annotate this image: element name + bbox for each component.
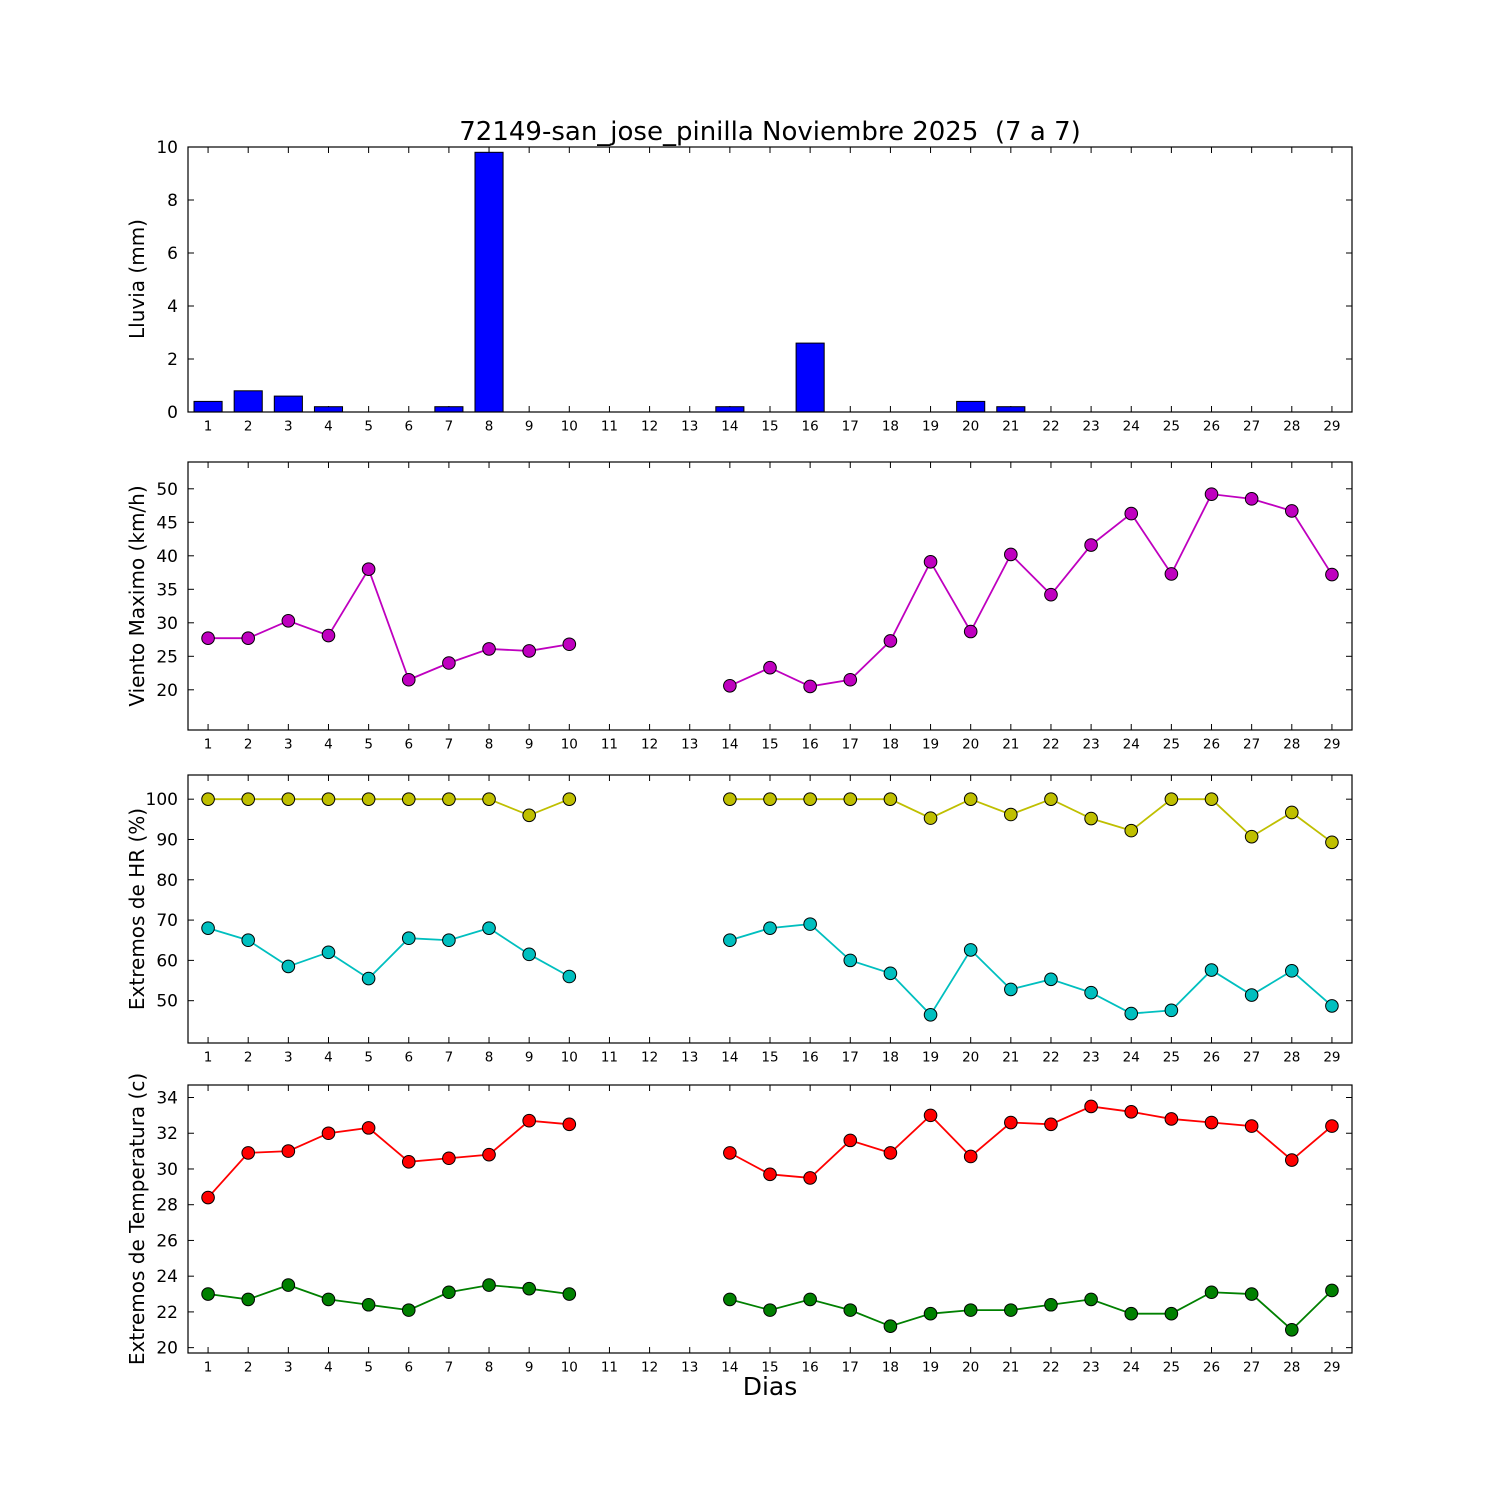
hr_maxima-marker (764, 793, 777, 806)
xtick-label: 15 (761, 736, 779, 753)
xtick-label: 15 (761, 1049, 779, 1066)
hr_minima-marker (483, 922, 496, 935)
xtick-label: 26 (1202, 418, 1221, 435)
temperatura_minima-marker (1085, 1293, 1098, 1306)
xtick-label: 1 (203, 418, 213, 435)
hr_minima-marker (764, 922, 777, 935)
temperatura_maxima-marker (724, 1147, 737, 1160)
viento_maximo-marker (1165, 568, 1178, 581)
hr_minima-marker (1205, 964, 1218, 977)
ytick-label: 50 (156, 991, 178, 1012)
xtick-label: 7 (444, 736, 454, 753)
temperatura_minima-marker (1005, 1304, 1018, 1317)
temperatura_maxima-marker (1085, 1100, 1098, 1113)
xtick-label: 13 (681, 1049, 699, 1066)
viento_maximo-marker (443, 657, 456, 670)
hr_maxima-marker (1125, 824, 1138, 837)
temperatura_minima-marker (563, 1288, 576, 1301)
xtick-label: 24 (1122, 1049, 1140, 1066)
hr_minima-marker (964, 944, 977, 957)
temperatura_minima-marker (764, 1304, 777, 1317)
xtick-label: 27 (1243, 736, 1261, 753)
hr_minima-marker (1125, 1007, 1138, 1020)
hr_maxima-marker (804, 793, 817, 806)
figure-title: 72149-san_jose_pinilla Noviembre 2025 (7 a 7) (459, 117, 1081, 147)
temperatura_minima-marker (844, 1304, 857, 1317)
hr_minima-marker (884, 967, 897, 980)
temperatura_minima-marker (443, 1286, 456, 1299)
hr_maxima-marker (1205, 793, 1218, 806)
temperatura_minima-marker (483, 1279, 496, 1292)
viento_maximo-marker (242, 632, 255, 645)
viento_maximo-marker (1285, 505, 1298, 518)
temperatura_maxima-marker (1045, 1118, 1058, 1131)
xtick-label: 16 (801, 736, 819, 753)
xtick-label: 27 (1243, 1359, 1261, 1376)
xtick-label: 11 (600, 1359, 619, 1376)
temperatura_minima-marker (1205, 1286, 1218, 1299)
xtick-label: 23 (1082, 418, 1100, 435)
temperatura_minima-marker (362, 1298, 375, 1311)
viento_maximo-marker (964, 625, 977, 638)
temperatura_maxima-marker (1125, 1106, 1138, 1119)
xtick-label: 3 (284, 1359, 293, 1376)
xtick-label: 2 (243, 1049, 253, 1066)
xtick-label: 7 (444, 1359, 454, 1376)
temperatura_maxima-marker (563, 1118, 576, 1131)
viento_maximo-marker (1245, 493, 1258, 506)
xtick-label: 20 (962, 1049, 980, 1066)
xtick-label: 25 (1162, 418, 1180, 435)
xtick-label: 2 (243, 418, 253, 435)
temperatura_minima-marker (924, 1307, 937, 1320)
hr_maxima-marker (1165, 793, 1178, 806)
lluvia-bar-day-16 (796, 343, 824, 412)
temperatura_maxima-marker (804, 1172, 817, 1185)
xtick-label: 17 (841, 1049, 859, 1066)
xtick-label: 27 (1243, 1049, 1261, 1066)
xtick-label: 5 (364, 1359, 373, 1376)
xtick-label: 29 (1323, 1049, 1341, 1066)
viento_maximo-marker (1326, 568, 1339, 581)
xtick-label: 21 (1002, 736, 1020, 753)
viento_maximo-marker (523, 645, 536, 658)
xtick-label: 8 (484, 1359, 494, 1376)
xtick-label: 17 (841, 418, 859, 435)
temperatura_minima-marker (523, 1282, 536, 1295)
temperatura_maxima-marker (924, 1109, 937, 1122)
ytick-label: 35 (156, 580, 178, 601)
xtick-label: 6 (404, 1049, 414, 1066)
xtick-label: 19 (921, 418, 940, 435)
hr_minima-marker (1285, 965, 1298, 978)
lluvia-bar-day-2 (234, 391, 262, 412)
temperatura_maxima-marker (443, 1152, 456, 1165)
xtick-label: 23 (1082, 1359, 1100, 1376)
hr_maxima-marker (1005, 808, 1018, 821)
temperatura_maxima-marker (202, 1191, 215, 1204)
xtick-label: 29 (1323, 736, 1341, 753)
xtick-label: 23 (1082, 736, 1100, 753)
xtick-label: 28 (1283, 418, 1301, 435)
xtick-label: 26 (1202, 1049, 1221, 1066)
xtick-label: 16 (801, 418, 819, 435)
lluvia-bar-day-3 (274, 396, 302, 412)
ytick-label: 0 (167, 403, 178, 423)
xtick-label: 20 (962, 418, 980, 435)
xtick-label: 11 (600, 736, 619, 753)
xtick-label: 13 (681, 736, 699, 753)
hr_maxima-marker (362, 793, 375, 806)
xtick-label: 2 (243, 1359, 253, 1376)
xtick-label: 6 (404, 736, 414, 753)
viento_maximo-marker (884, 635, 897, 648)
xtick-label: 1 (203, 1359, 213, 1376)
temperatura_maxima-marker (1005, 1116, 1018, 1129)
viento_maximo-marker (322, 629, 335, 642)
xtick-label: 20 (962, 1359, 980, 1376)
xtick-label: 28 (1283, 1049, 1301, 1066)
xtick-label: 22 (1042, 1359, 1060, 1376)
xtick-label: 20 (962, 736, 980, 753)
hr_maxima-marker (1326, 836, 1339, 849)
ytick-label: 30 (156, 1159, 178, 1180)
xtick-label: 22 (1042, 736, 1060, 753)
viento_maximo-marker (804, 680, 817, 693)
ytick-label: 100 (145, 790, 178, 811)
panel-viento (156, 462, 1352, 753)
temperatura_minima-series (202, 1279, 1338, 1336)
xtick-label: 19 (921, 1359, 940, 1376)
lluvia-bar-day-20 (957, 401, 985, 412)
ytick-label: 20 (156, 680, 178, 701)
lluvia-bar-day-7 (435, 407, 463, 412)
hr_maxima-marker (1045, 793, 1058, 806)
hr_minima-marker (563, 970, 576, 983)
panel-temperatura (156, 1085, 1352, 1376)
ytick-label: 26 (156, 1231, 178, 1252)
xtick-label: 29 (1323, 1359, 1341, 1376)
temperatura_minima-marker (322, 1293, 335, 1306)
hr_maxima-marker (202, 793, 215, 806)
xtick-label: 8 (484, 1049, 494, 1066)
lluvia-bar-day-14 (716, 407, 744, 412)
xtick-label: 26 (1202, 1359, 1221, 1376)
xtick-label: 26 (1202, 736, 1221, 753)
temperatura_maxima-marker (1165, 1113, 1178, 1126)
hr_maxima-marker (282, 793, 295, 806)
temperatura_maxima-marker (764, 1168, 777, 1181)
xtick-label: 15 (761, 1359, 779, 1376)
ytick-label: 8 (167, 191, 178, 211)
temperatura_maxima-marker (844, 1134, 857, 1147)
temperatura_maxima-marker (242, 1147, 255, 1160)
hr_minima-marker (844, 954, 857, 967)
xtick-label: 4 (324, 736, 333, 753)
hr_minima-marker (924, 1008, 937, 1021)
xtick-label: 2 (243, 736, 253, 753)
xtick-label: 12 (640, 1359, 659, 1376)
viento_maximo-marker (483, 643, 496, 656)
lluvia-bar-day-1 (194, 401, 222, 412)
xtick-label: 11 (600, 1049, 619, 1066)
xtick-label: 16 (801, 1049, 819, 1066)
xtick-label: 10 (560, 1359, 578, 1376)
temperatura_maxima-marker (1326, 1120, 1339, 1133)
ytick-label: 40 (156, 546, 178, 567)
ylabel-viento-maximo: Viento Maximo (km/h) (125, 485, 149, 707)
xtick-label: 4 (324, 418, 333, 435)
temperatura_minima-marker (242, 1293, 255, 1306)
xtick-label: 12 (640, 1049, 659, 1066)
xtick-label: 14 (721, 1049, 739, 1066)
xtick-label: 10 (560, 1049, 578, 1066)
viento_maximo-marker (1045, 588, 1058, 601)
hr_minima-marker (1165, 1004, 1178, 1017)
hr_maxima-marker (563, 793, 576, 806)
hr_minima-marker (362, 972, 375, 985)
viento_maximo-marker (724, 679, 737, 692)
xtick-label: 24 (1122, 1359, 1140, 1376)
viento_maximo-marker (1085, 539, 1098, 552)
ytick-label: 25 (156, 647, 178, 668)
hr_maxima-marker (242, 793, 255, 806)
viento_maximo-marker (282, 614, 295, 627)
xtick-label: 24 (1122, 736, 1140, 753)
temperatura_maxima-marker (362, 1122, 375, 1135)
xtick-label: 7 (444, 418, 454, 435)
hr_minima-marker (322, 946, 335, 959)
temperatura_maxima-marker (1205, 1116, 1218, 1129)
hr_minima-marker (202, 922, 215, 935)
xtick-label: 9 (524, 1049, 534, 1066)
temperatura_minima-marker (964, 1304, 977, 1317)
temperatura_minima-marker (1326, 1284, 1339, 1297)
xtick-label: 9 (524, 418, 534, 435)
hr_maxima-marker (443, 793, 456, 806)
hr_maxima-marker (924, 812, 937, 825)
hr_minima-marker (724, 934, 737, 947)
ytick-label: 20 (156, 1338, 178, 1359)
ytick-label: 6 (167, 244, 178, 264)
xtick-label: 21 (1002, 1049, 1020, 1066)
temperatura_maxima-marker (523, 1114, 536, 1127)
xtick-label: 5 (364, 418, 373, 435)
xtick-label: 1 (203, 736, 213, 753)
xtick-label: 10 (560, 418, 578, 435)
xtick-label: 13 (681, 418, 699, 435)
temperatura_maxima-marker (884, 1147, 897, 1160)
xtick-label: 5 (364, 1049, 373, 1066)
xaxis-label-dias: Dias (742, 1372, 798, 1401)
hr_minima-marker (242, 934, 255, 947)
xtick-label: 19 (921, 1049, 940, 1066)
temperatura_minima-marker (724, 1293, 737, 1306)
lluvia-bar-day-8 (475, 152, 503, 412)
ytick-label: 80 (156, 870, 178, 891)
hr_maxima-marker (1245, 830, 1258, 843)
ylabel-extremos-hr: Extremos de HR (%) (125, 807, 149, 1011)
xtick-label: 22 (1042, 1049, 1060, 1066)
xtick-label: 14 (721, 736, 739, 753)
ytick-label: 30 (156, 613, 178, 634)
temperatura_maxima-marker (1245, 1120, 1258, 1133)
xtick-label: 17 (841, 1359, 859, 1376)
panel-hr (146, 775, 1352, 1066)
hr_maxima-marker (322, 793, 335, 806)
ytick-label: 90 (156, 830, 178, 851)
xtick-label: 5 (364, 736, 373, 753)
temperatura_minima-marker (1285, 1323, 1298, 1336)
viento_maximo-marker (402, 673, 415, 686)
ytick-label: 22 (156, 1302, 178, 1323)
xtick-label: 3 (284, 418, 293, 435)
viento_maximo-marker (362, 563, 375, 576)
temperatura_minima-marker (1045, 1298, 1058, 1311)
hr_maxima-marker (402, 793, 415, 806)
hr_minima-series (202, 918, 1338, 1021)
hr_maxima-marker (724, 793, 737, 806)
hr_minima-marker (523, 948, 536, 961)
ytick-label: 10 (156, 138, 178, 158)
xtick-label: 25 (1162, 736, 1180, 753)
xtick-label: 11 (600, 418, 619, 435)
temperatura_minima-marker (402, 1304, 415, 1317)
ytick-label: 28 (156, 1195, 178, 1216)
temperatura_maxima-marker (964, 1150, 977, 1163)
viento_maximo-marker (202, 632, 215, 645)
temperatura_maxima-marker (282, 1145, 295, 1158)
temperatura_minima-marker (1245, 1288, 1258, 1301)
xtick-label: 3 (284, 736, 293, 753)
xtick-label: 8 (484, 418, 494, 435)
xtick-label: 19 (921, 736, 940, 753)
temperatura_maxima-marker (1285, 1154, 1298, 1167)
temperatura_maxima-series (202, 1100, 1338, 1204)
hr_maxima-marker (884, 793, 897, 806)
viento_maximo-marker (1005, 548, 1018, 561)
ytick-label: 34 (156, 1088, 178, 1109)
xtick-label: 12 (640, 736, 659, 753)
lluvia-bar-day-21 (997, 407, 1025, 412)
ytick-label: 60 (156, 951, 178, 972)
xtick-label: 25 (1162, 1359, 1180, 1376)
ytick-label: 4 (167, 297, 178, 317)
xtick-label: 13 (681, 1359, 699, 1376)
viento_maximo-marker (1205, 488, 1218, 501)
xtick-label: 4 (324, 1359, 333, 1376)
hr_maxima-marker (523, 809, 536, 822)
xtick-label: 18 (881, 1049, 900, 1066)
xtick-label: 8 (484, 736, 494, 753)
panel-lluvia (156, 138, 1352, 435)
viento_maximo-marker (924, 556, 937, 569)
xtick-label: 23 (1082, 1049, 1100, 1066)
hr_minima-marker (1045, 973, 1058, 986)
hr_minima-marker (282, 960, 295, 973)
hr_maxima-marker (844, 793, 857, 806)
hr_minima-marker (804, 918, 817, 931)
hr_minima-marker (1005, 983, 1018, 996)
xtick-label: 22 (1042, 418, 1060, 435)
xtick-label: 14 (721, 418, 739, 435)
hr_maxima-marker (483, 793, 496, 806)
xtick-label: 9 (524, 736, 534, 753)
ytick-label: 70 (156, 911, 178, 932)
hr_maxima-series (202, 793, 1338, 849)
xtick-label: 16 (801, 1359, 819, 1376)
xtick-label: 29 (1323, 418, 1341, 435)
ytick-label: 2 (167, 350, 178, 370)
xtick-label: 6 (404, 418, 414, 435)
viento_maximo-marker (764, 661, 777, 674)
xtick-label: 3 (284, 1049, 293, 1066)
temperatura_maxima-marker (322, 1127, 335, 1140)
hr_minima-marker (402, 932, 415, 945)
xtick-label: 15 (761, 418, 779, 435)
xtick-label: 7 (444, 1049, 454, 1066)
xtick-label: 28 (1283, 1359, 1301, 1376)
xtick-label: 10 (560, 736, 578, 753)
xtick-label: 6 (404, 1359, 414, 1376)
ylabel-extremos-temperatura: Extremos de Temperatura (c) (125, 1072, 149, 1366)
xtick-label: 21 (1002, 1359, 1020, 1376)
hr_minima-marker (443, 934, 456, 947)
xtick-label: 14 (721, 1359, 739, 1376)
lluvia-bars (194, 152, 1025, 412)
temperatura_maxima-marker (402, 1156, 415, 1169)
ytick-label: 32 (156, 1124, 178, 1145)
temperatura_minima-marker (1165, 1307, 1178, 1320)
viento_maximo-marker (1125, 507, 1138, 520)
xtick-label: 18 (881, 736, 900, 753)
temperatura_minima-marker (1125, 1307, 1138, 1320)
temperatura_minima-marker (282, 1279, 295, 1292)
lluvia-bar-day-4 (314, 407, 342, 412)
xtick-label: 24 (1122, 418, 1140, 435)
xtick-label: 21 (1002, 418, 1020, 435)
temperatura_minima-marker (202, 1288, 215, 1301)
xtick-label: 18 (881, 418, 900, 435)
xtick-label: 9 (524, 1359, 534, 1376)
temperatura_minima-marker (804, 1293, 817, 1306)
xtick-label: 17 (841, 736, 859, 753)
ylabel-lluvia: Lluvia (mm) (125, 219, 149, 339)
xtick-label: 25 (1162, 1049, 1180, 1066)
temperatura_minima-marker (884, 1320, 897, 1333)
temperatura_maxima-marker (483, 1148, 496, 1161)
xtick-label: 27 (1243, 418, 1261, 435)
viento_maximo-marker (563, 638, 576, 651)
xtick-label: 1 (203, 1049, 213, 1066)
hr_maxima-marker (1285, 806, 1298, 819)
ytick-label: 50 (156, 479, 178, 500)
hr_minima-marker (1326, 1000, 1339, 1013)
hr_maxima-marker (964, 793, 977, 806)
xtick-label: 18 (881, 1359, 900, 1376)
viento_maximo-series (202, 488, 1338, 693)
xtick-label: 4 (324, 1049, 333, 1066)
hr_minima-marker (1245, 989, 1258, 1002)
ytick-label: 24 (156, 1267, 178, 1288)
hr_minima-marker (1085, 986, 1098, 999)
hr_maxima-marker (1085, 812, 1098, 825)
xtick-label: 12 (640, 418, 659, 435)
xtick-label: 28 (1283, 736, 1301, 753)
ytick-label: 45 (156, 513, 178, 534)
viento_maximo-marker (844, 673, 857, 686)
